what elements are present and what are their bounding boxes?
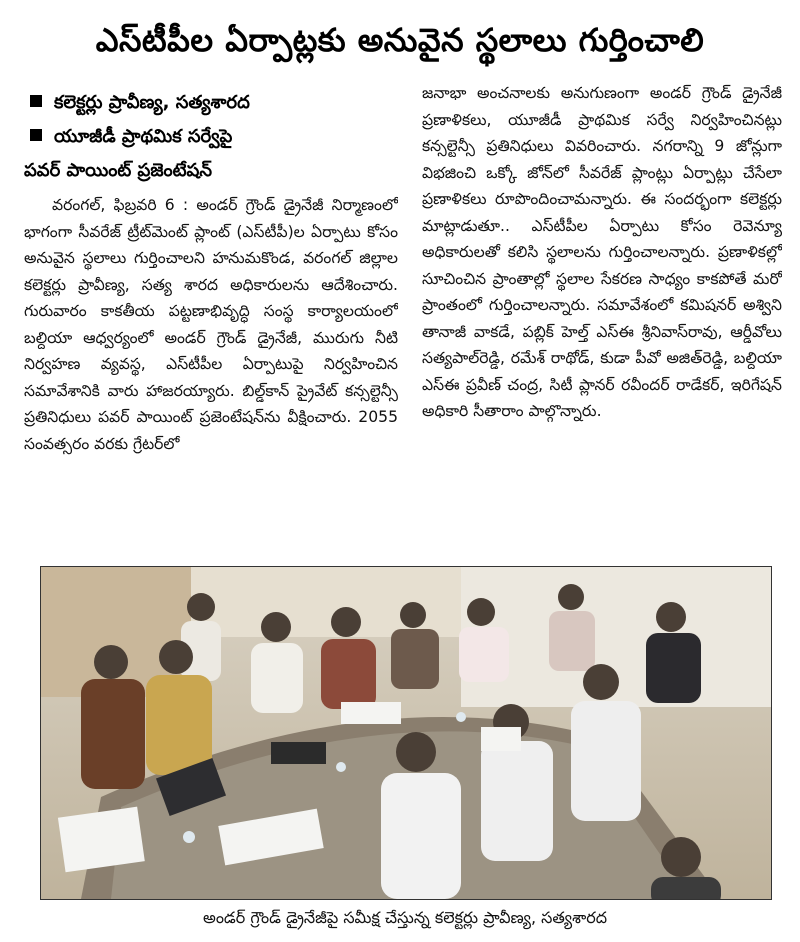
subhead-3	[24, 154, 396, 188]
article-body-left-column	[24, 192, 398, 554]
meeting-photo	[40, 566, 772, 900]
headline: ఎస్‌టీపీల ఏర్పాట్లకు అనువైన స్థలాలు గుర్తించాలి	[95, 21, 705, 59]
subhead-2-text: యూజీడీ ప్రాథమిక సర్వేపై	[54, 126, 233, 147]
bullet-icon	[30, 129, 42, 141]
meeting-photo-illustration	[41, 567, 771, 899]
subhead-1	[24, 86, 396, 120]
article-paragraph-right: జనాభా అంచనాలకు అనుగుణంగా అండర్ గ్రౌండ్ డ్రైనేజీ ప్రణాళికలు, యూజీడీ ప్రాథమిక సర్వే నిర్వహించినట్లు కన్సల్టెన్సీ ప్రతినిధులు వివరించారు. నగరాన్ని 9 జోన్లుగా విభజించి ఒక్కో జోన్‌లో సీవరేజ్ ప్లాంట్లు ఏర్పాట్లు చేసేలా ప్రణాళికలు రూపొందించామన్నారు. ఈ సందర్భంగా కలెక్టర్లు మాట్లాడుతూ.. ఎస్‌టీపీల ఏర్పాటు కోసం రెవెన్యూ అధికారులతో కలిసి స్థలాలను గుర్తించాలన్నారు. ప్రణాళికల్లో సూచించిన ప్రాంతాల్లో స్థలాల సేకరణ సాధ్యం కాకపోతే మరో ప్రాంతంలో గుర్తించాలన్నారు. సమావేశంలో కమిషనర్ అశ్విని తానాజీ వాకడే, పబ్లిక్ హెల్త్ ఎస్ఈ శ్రీనివాస్‌రావు, ఆర్డీవోలు సత్యపాల్‌రెడ్డి, రమేశ్ రాథోడ్, కుడా పీవో అజిత్‌రెడ్డి, బల్దియా ఎస్ఈ ప్రవీణ్ చంద్ర, సిటీ ప్లానర్ రవీందర్ రాడేకర్, ఇరిగేషన్ అధికారి సీతారాం పాల్గొన్నారు.	[422, 84, 782, 420]
bullet-icon	[30, 95, 42, 107]
article-paragraph-left: వరంగల్, ఫిబ్రవరి 6 : అండర్ గ్రౌండ్ డ్రైనేజీ నిర్మాణంలో భాగంగా సీవరేజ్ ట్రీట్‌మెంట్ ప్లాంట్ (ఎస్‌టీపీ)ల ఏర్పాటు కోసం అనువైన స్థలాలు గుర్తించాలని హనుమకొండ, వరంగల్ జిల్లాల కలెక్టర్లు ప్రావీణ్య, సత్య శారద అధికారులను ఆదేశించారు. గురువారం కాకతీయ పట్టణాభివృద్ధి సంస్థ కార్యాలయంలో బల్దియా ఆధ్వర్యంలో అండర్ గ్రౌండ్ డ్రైనేజీ, మురుగు నీటి నిర్వహణ వ్యవస్థ, ఎస్‌టీపీల ఏర్పాటుపై నిర్వహించిన సమావేశానికి వారు హాజరయ్యారు. బిల్డ్‌కాన్ ప్రైవేట్ కన్సల్టెన్సీ ప్రతినిధులు పవర్ పాయింట్ ప్రజెంటేషన్‌ను వీక్షించారు. 2055 సంవత్సరం వరకు గ్రేటర్‌లో	[24, 196, 398, 453]
subheads	[24, 86, 396, 188]
subhead-3-text: పవర్ పాయింట్ ప్రజెంటేషన్	[24, 160, 212, 181]
photo-caption: అండర్ గ్రౌండ్ డ్రైనేజీపై సమీక్ష చేస్తున్న కలెక్టర్లు ప్రావీణ్య, సత్యశారద	[203, 908, 607, 927]
article-body-right-column	[422, 80, 782, 554]
subhead-2	[24, 120, 396, 154]
subhead-1-text: కలెక్టర్లు ప్రావీణ్య, సత్యశారద	[54, 92, 250, 113]
